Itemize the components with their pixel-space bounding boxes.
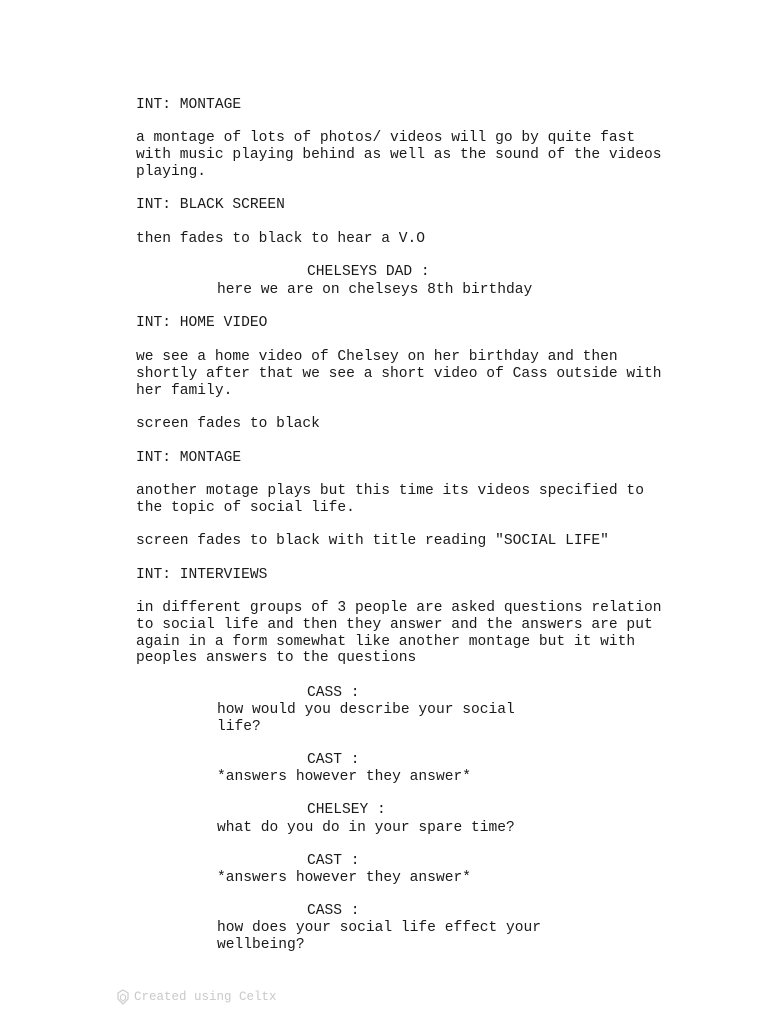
action-text: a montage of lots of photos/ videos will go by quite fast with music playing behind as well as the sound of the videos playing.: [136, 130, 662, 180]
scene-heading: INT: MONTAGE: [136, 450, 242, 466]
footer-text: Created using Celtx: [134, 990, 277, 1004]
character-name: CAST :: [307, 853, 360, 869]
scene-heading: INT: BLACK SCREEN: [136, 197, 285, 213]
character-name: CAST :: [307, 752, 360, 768]
dialogue-text: what do you do in your spare time?: [217, 820, 515, 836]
character-name: CASS :: [307, 685, 360, 701]
dialogue-text: *answers however they answer*: [217, 769, 471, 785]
celtx-logo-icon: [116, 989, 130, 1005]
character-name: CHELSEYS DAD :: [307, 264, 430, 280]
dialogue-text: *answers however they answer*: [217, 870, 471, 886]
action-text: in different groups of 3 people are asked questions relation to social life and then they answer and the answers are put again in a form somewhat like another montage but it with peoples answers to the questions: [136, 600, 662, 667]
dialogue-text: how would you describe your social life?: [217, 702, 515, 735]
action-text: another motage plays but this time its videos specified to the topic of social life.: [136, 483, 644, 516]
celtx-footer: [116, 988, 277, 1006]
dialogue-text: how does your social life effect your wellbeing?: [217, 920, 542, 953]
scene-heading: INT: MONTAGE: [136, 97, 242, 113]
action-text: screen fades to black with title reading "SOCIAL LIFE": [136, 533, 609, 549]
action-text: we see a home video of Chelsey on her birthday and then shortly after that we see a short video of Cass outside with her family.: [136, 349, 662, 399]
character-name: CHELSEY :: [307, 802, 386, 818]
action-text: screen fades to black: [136, 416, 320, 432]
character-name: CASS :: [307, 903, 360, 919]
dialogue-text: here we are on chelseys 8th birthday: [217, 282, 533, 298]
action-text: then fades to black to hear a V.O: [136, 231, 426, 247]
scene-heading: INT: INTERVIEWS: [136, 567, 268, 583]
scene-heading: INT: HOME VIDEO: [136, 315, 268, 331]
